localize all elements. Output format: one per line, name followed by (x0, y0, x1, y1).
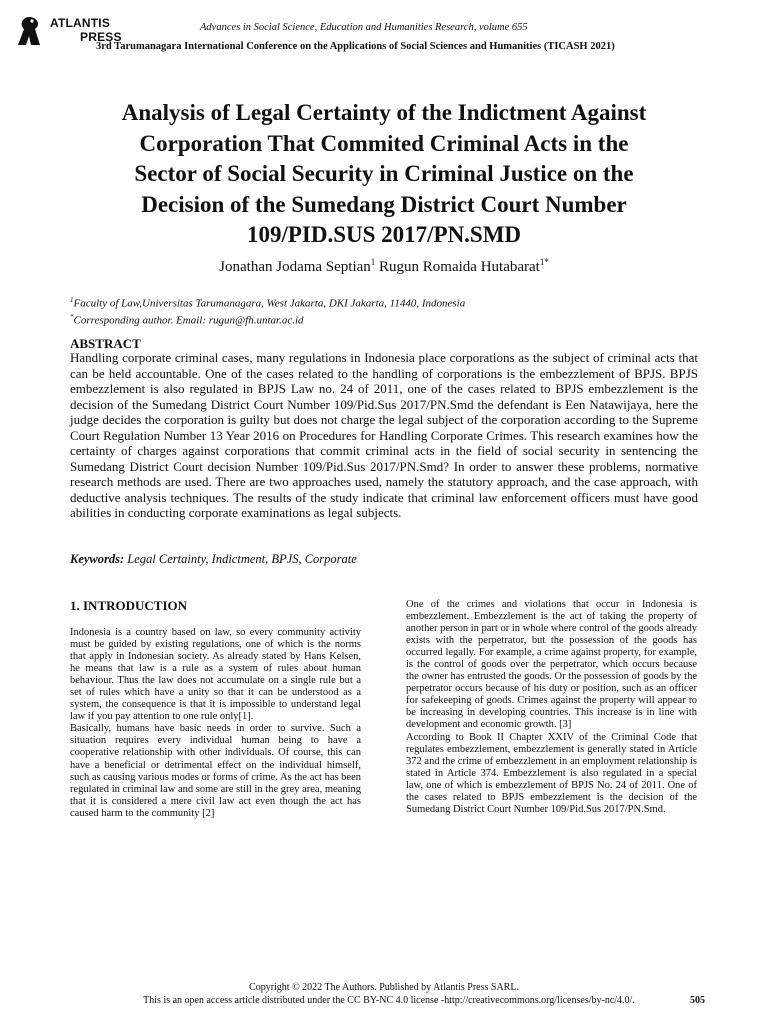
journal-header: Advances in Social Science, Education and Humanities Research, volume 655 (200, 22, 528, 33)
title-line: Decision of the Sumedang District Court Number (141, 191, 627, 217)
left-column (70, 627, 361, 820)
abstract-heading: ABSTRACT (70, 336, 141, 351)
paragraph: According to Book II Chapter XXIV of the Criminal Code that regulates embezzlement, embezzlement is generally stated in Article 372 and the crime of embezzlement in an employment relationship is stated in Article 374. Embezzlement is also regulated in a special law, one of which is embezzlement of BPJS No. 24 of 2011. One of the cases related to BPJS embezzlement is the decision of the Sumedang District Court Number 109/Pid.Sus 2017/PN.Smd. (406, 731, 697, 815)
paper-title (60, 98, 708, 251)
paragraph: Basically, humans have basic needs in order to survive. Such a situation requires every individual human being to have a cooperative relationship with other individuals. Of course, this can have a beneficial or detrimental effect on the individual himself, such as causing various modes or forms of crime. As the act has been regulated in criminal law and some are still in the grey area, meaning that it is considered a mere civil law act even though the act has caused harm to the community [2] (70, 723, 362, 819)
author-name: Rugun Romaida Hutabarat (375, 259, 540, 275)
author-affiliation-mark: 1 (370, 257, 376, 267)
logo-text-atlantis: ATLANTIS (50, 16, 111, 30)
figure-mark-icon (16, 16, 42, 46)
logo-text-press: PRESS (80, 30, 122, 44)
title-line: Sector of Social Security in Criminal Justice on the (134, 161, 634, 186)
keywords-text: Legal Certainty, Indictment, BPJS, Corporate (124, 552, 357, 566)
paragraph: Indonesia is a country based on law, so every community activity must be guided by existing regulations, one of which is the norms that apply in Indonesian society. As already stated by Hans Kelsen, he means that law is a rule as a system of rules about human behaviour. Thus the law does not accumulate on a single rule but a set of rules which have a unity so that it can be understood as a system, the consequence is that it is impossible to understand legal law if you pay attention to one rule only[1]. (70, 627, 361, 723)
author-list (120, 257, 648, 276)
section-heading: 1. INTRODUCTION (70, 598, 188, 613)
affiliations (70, 294, 710, 328)
affiliation-line: $^1$Faculty of Law,Universitas Tarumanagara, West Jakarta, DKI Jakarta, 11440, Indonesia (70, 296, 466, 310)
title-line: 109/PID.SUS 2017/PN.SMD (246, 222, 522, 247)
title-line: Corporation That Commited Criminal Acts in the (139, 130, 629, 156)
abstract-text: Handling corporate criminal cases, many regulations in Indonesia place corporations as the subject of criminal acts that can be held accountable. One of the cases related to the handling of corporations is the embezzlement of BPJS. BPJS embezzlement is also regulated in BPJS Law no. 24 of 2011, one of the cases related to BPJS embezzlement is the decision of the Sumedang District Court Number 109/Pid.Sus 2017/PN.Smd the defendant is Een Natawijaya, here the judge decides the corporation is guilty but does not charge the legal subject of the corporation according to the Supreme Court Regulation Number 13 Year 2016 on Procedures for Handling Corporate Crimes. This research examines how the certainty of charges against corporations that commit criminal acts in the field of social security in sentencing the Sumedang District Court decision Number 109/Pid.Sus 2017/PN.Smd? In order to answer these problems, normative research methods are used. There are two approaches used, namely the statutory approach, and the case approach, with deductive analysis techniques. The results of the study indicate that criminal law enforcement officers must have good abilities in conducting corporate examinations as legal subjects. (70, 350, 698, 520)
keywords-label: Keywords: (70, 552, 125, 566)
right-column (406, 599, 697, 816)
author-name: Jonathan Jodama Septian (219, 259, 371, 275)
license-line: This is an open access article distributed under the CC BY-NC 4.0 license -http://creativecommons.org/licenses/by-nc/4.0/. (143, 995, 635, 1006)
copyright-line: Copyright © 2022 The Authors. Published by Atlantis Press SARL. (249, 982, 519, 993)
corresponding-author-line: *Corresponding author. Email: rugun@fh.untar.ac.id (70, 313, 304, 327)
paragraph: One of the crimes and violations that occur in Indonesia is embezzlement. Embezzlement is the act of taking the property of another person in part or in whole where control of the goods already exists with the perpetrator, but the possession of the goods has occurred legally. For example, a crime against property, for example, is the control of goods over the perpetrator, which occurs because the owner has entrusted the goods. Or the possession of goods by the perpetrator occurs because of his duty or position, such as an officer for safekeeping of goods. Crimes against the property will appear to be increasing in developing countries. This increase is in line with development and economic growth. [3] (406, 599, 697, 731)
conference-header: 3rd Tarumanagara International Conference on the Applications of Social Sciences and Humanities (TICASH 2021) (96, 41, 615, 52)
title-line: Analysis of Legal Certainty of the Indictment Against (121, 100, 647, 125)
page-number: 505 (690, 995, 705, 1006)
author-affiliation-mark: 1* (539, 257, 549, 267)
keywords (70, 552, 698, 567)
